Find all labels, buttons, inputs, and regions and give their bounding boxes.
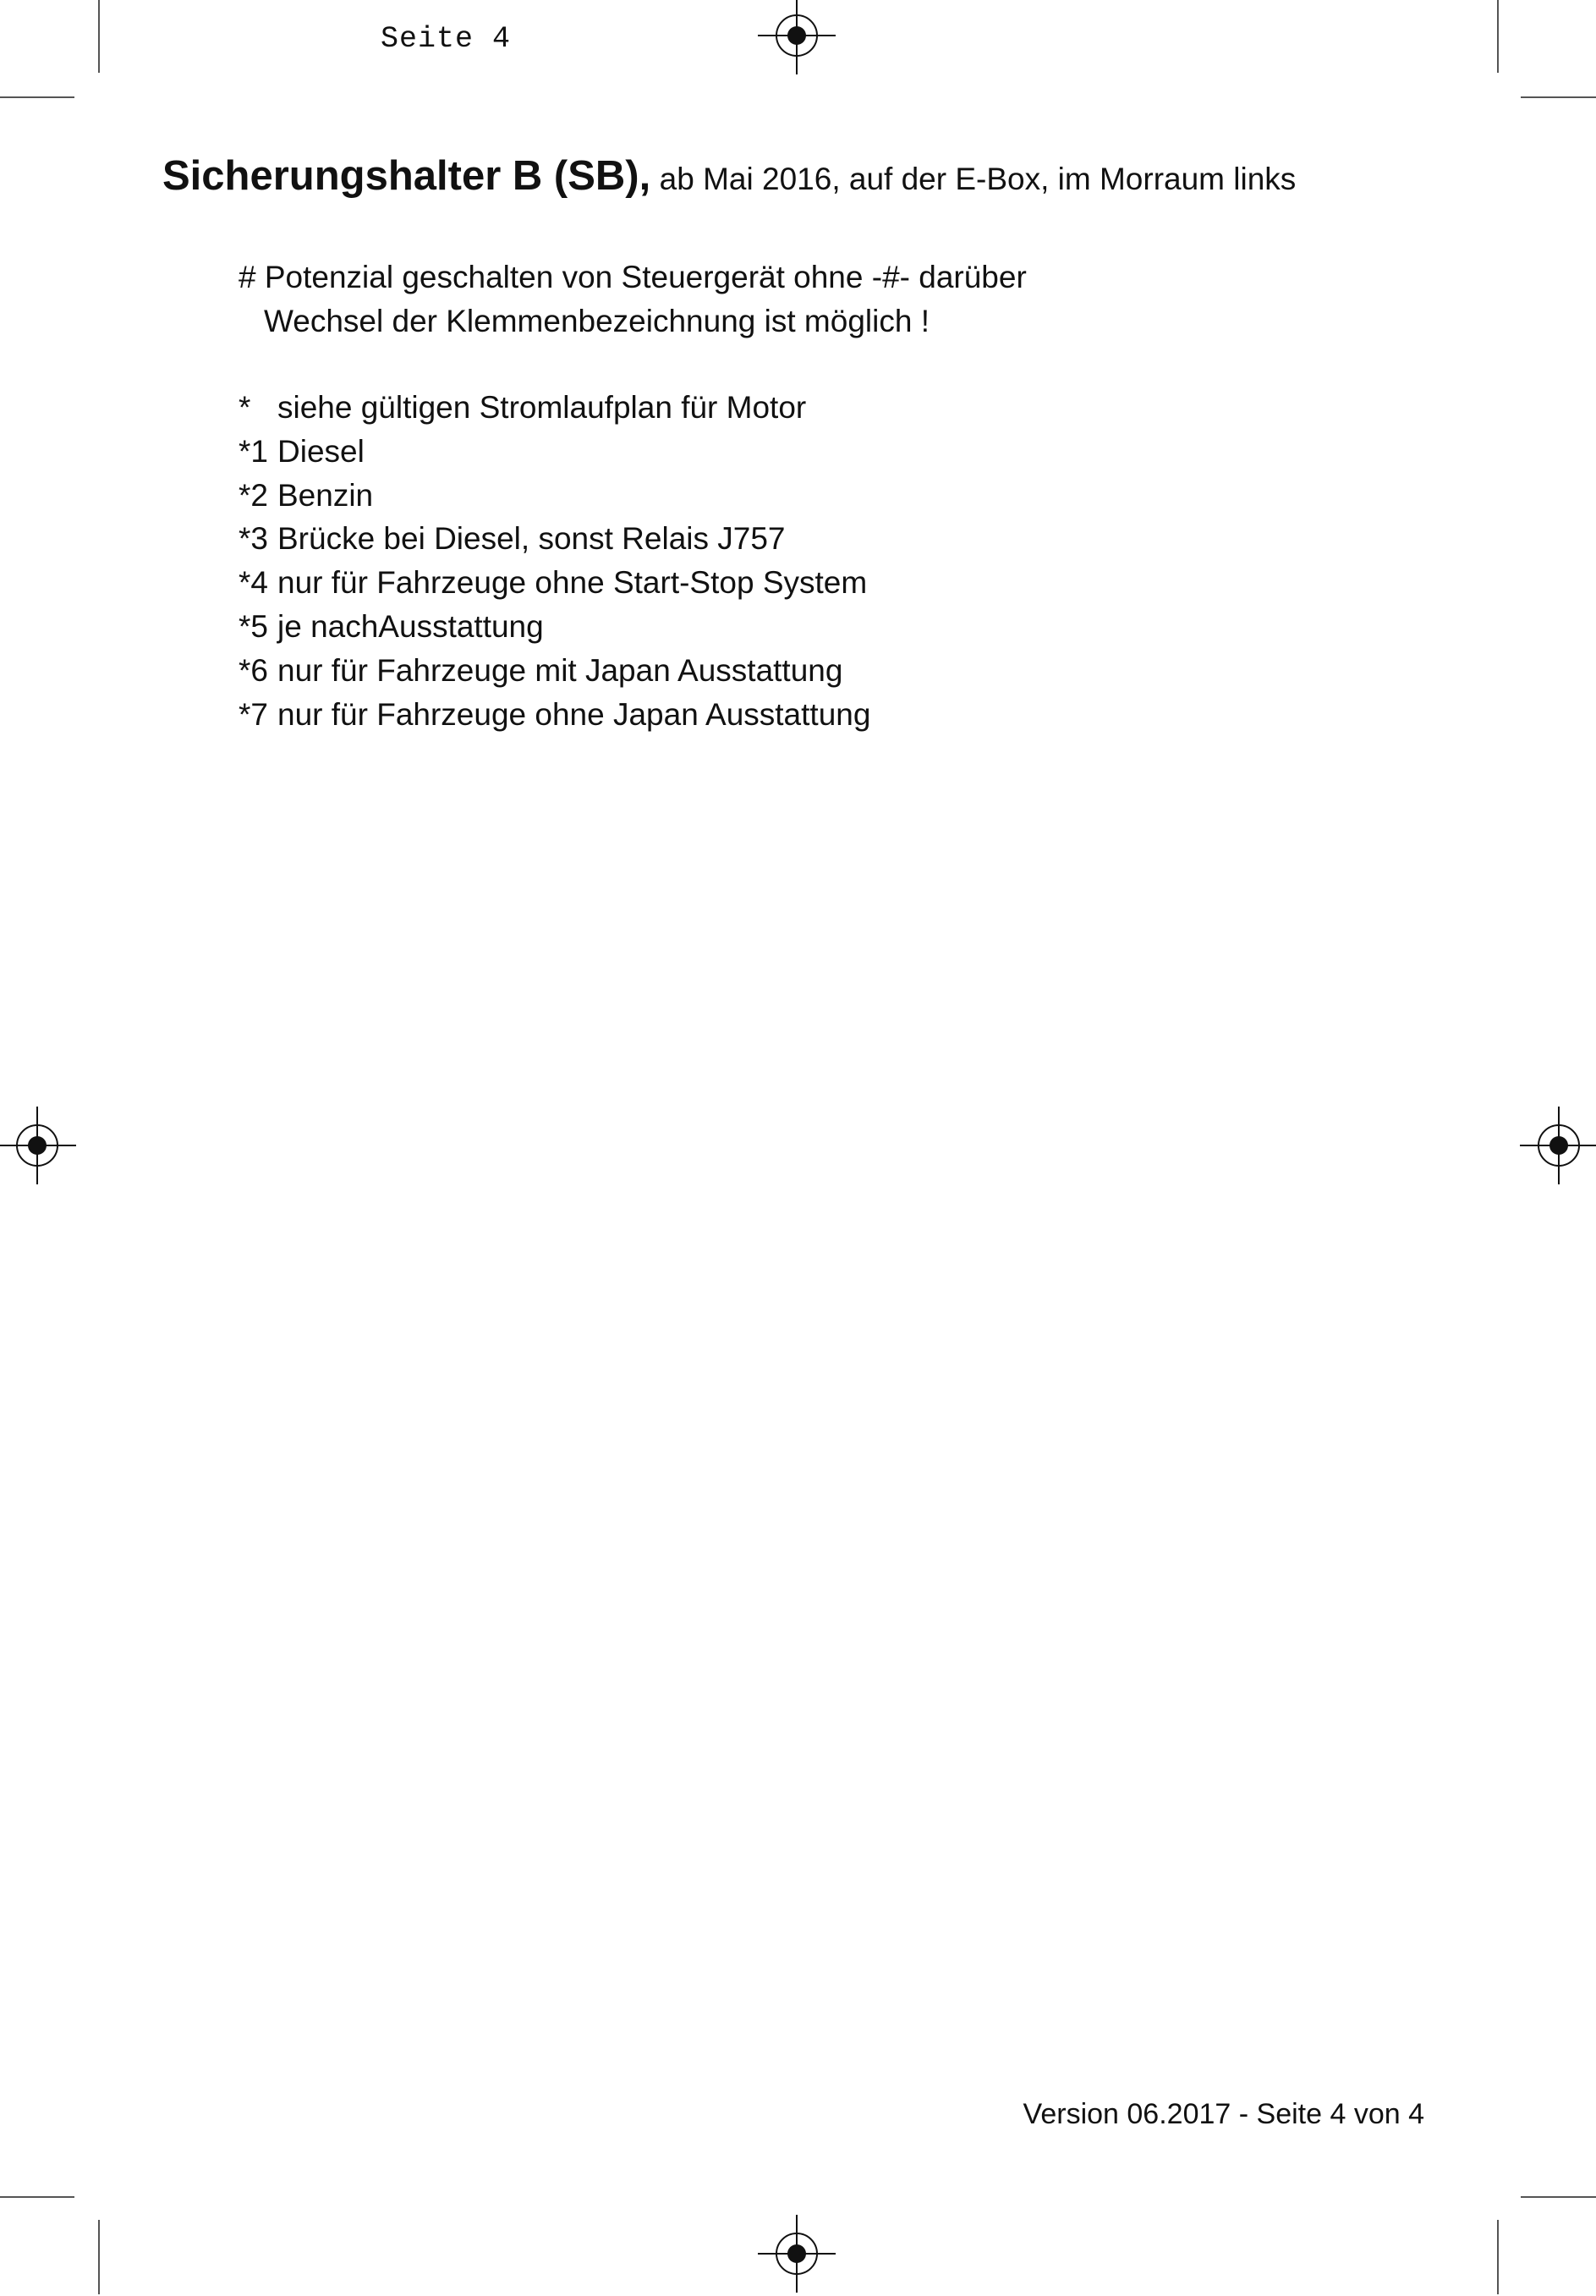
page-title (162, 152, 1296, 200)
footnote-text: Brücke bei Diesel, sonst Relais J757 (277, 521, 786, 557)
crop-mark-bottom-left-horizontal (0, 2196, 74, 2198)
footnote-mark: * (239, 390, 251, 425)
note-line-potential: # Potenzial geschalten von Steuergerät ohne -#- darüber (239, 260, 1027, 294)
footnote-mark: *3 (239, 521, 268, 557)
title-subtitle: ab Mai 2016, auf der E-Box, im Morraum links (659, 162, 1297, 196)
page-header-label: Seite 4 (381, 22, 512, 56)
footnote-text: siehe gültigen Stromlaufplan für Motor (277, 390, 807, 425)
footnote-item (239, 474, 870, 518)
note-block (239, 255, 1027, 343)
footnote-list (239, 386, 870, 736)
footnote-mark: *6 (239, 652, 268, 688)
registration-mark-left-icon (0, 1103, 80, 1188)
footnote-text: Benzin (277, 477, 374, 513)
footnote-mark: *7 (239, 696, 268, 732)
crop-mark-bottom-left-vertical (98, 2220, 100, 2294)
footnote-item (239, 517, 870, 561)
footnote-mark: *1 (239, 433, 268, 469)
registration-mark-top-icon (754, 0, 839, 78)
registration-mark-right-icon (1516, 1103, 1596, 1188)
page-footer-version: Version 06.2017 - Seite 4 von 4 (1023, 2098, 1424, 2130)
footnote-item (239, 649, 870, 693)
note-line-terminal-change: Wechsel der Klemmenbezeichnung ist möglich ! (264, 304, 930, 338)
footnote-text: nur für Fahrzeuge ohne Start-Stop System (277, 565, 868, 601)
footnote-item (239, 386, 870, 430)
crop-mark-top-left-vertical (98, 0, 100, 73)
crop-mark-top-left-horizontal (0, 96, 74, 98)
footnote-item (239, 561, 870, 605)
title-main: Sicherungshalter B (SB), (162, 153, 651, 199)
footnote-item (239, 605, 870, 649)
crop-mark-bottom-right-horizontal (1521, 2196, 1596, 2198)
footnote-text: nur für Fahrzeuge ohne Japan Ausstattung (277, 696, 871, 732)
footnote-text: je nachAusstattung (277, 608, 544, 644)
footnote-mark: *4 (239, 565, 268, 601)
footnote-mark: *5 (239, 608, 268, 644)
crop-mark-bottom-right-vertical (1497, 2220, 1499, 2294)
footnote-mark: *2 (239, 477, 268, 513)
footnote-item (239, 430, 870, 474)
crop-mark-top-right-horizontal (1521, 96, 1596, 98)
crop-mark-top-right-vertical (1497, 0, 1499, 73)
footnote-text: nur für Fahrzeuge mit Japan Ausstattung (277, 652, 843, 688)
footnote-item (239, 693, 870, 737)
footnote-text: Diesel (277, 433, 365, 469)
registration-mark-bottom-icon (754, 2211, 839, 2296)
